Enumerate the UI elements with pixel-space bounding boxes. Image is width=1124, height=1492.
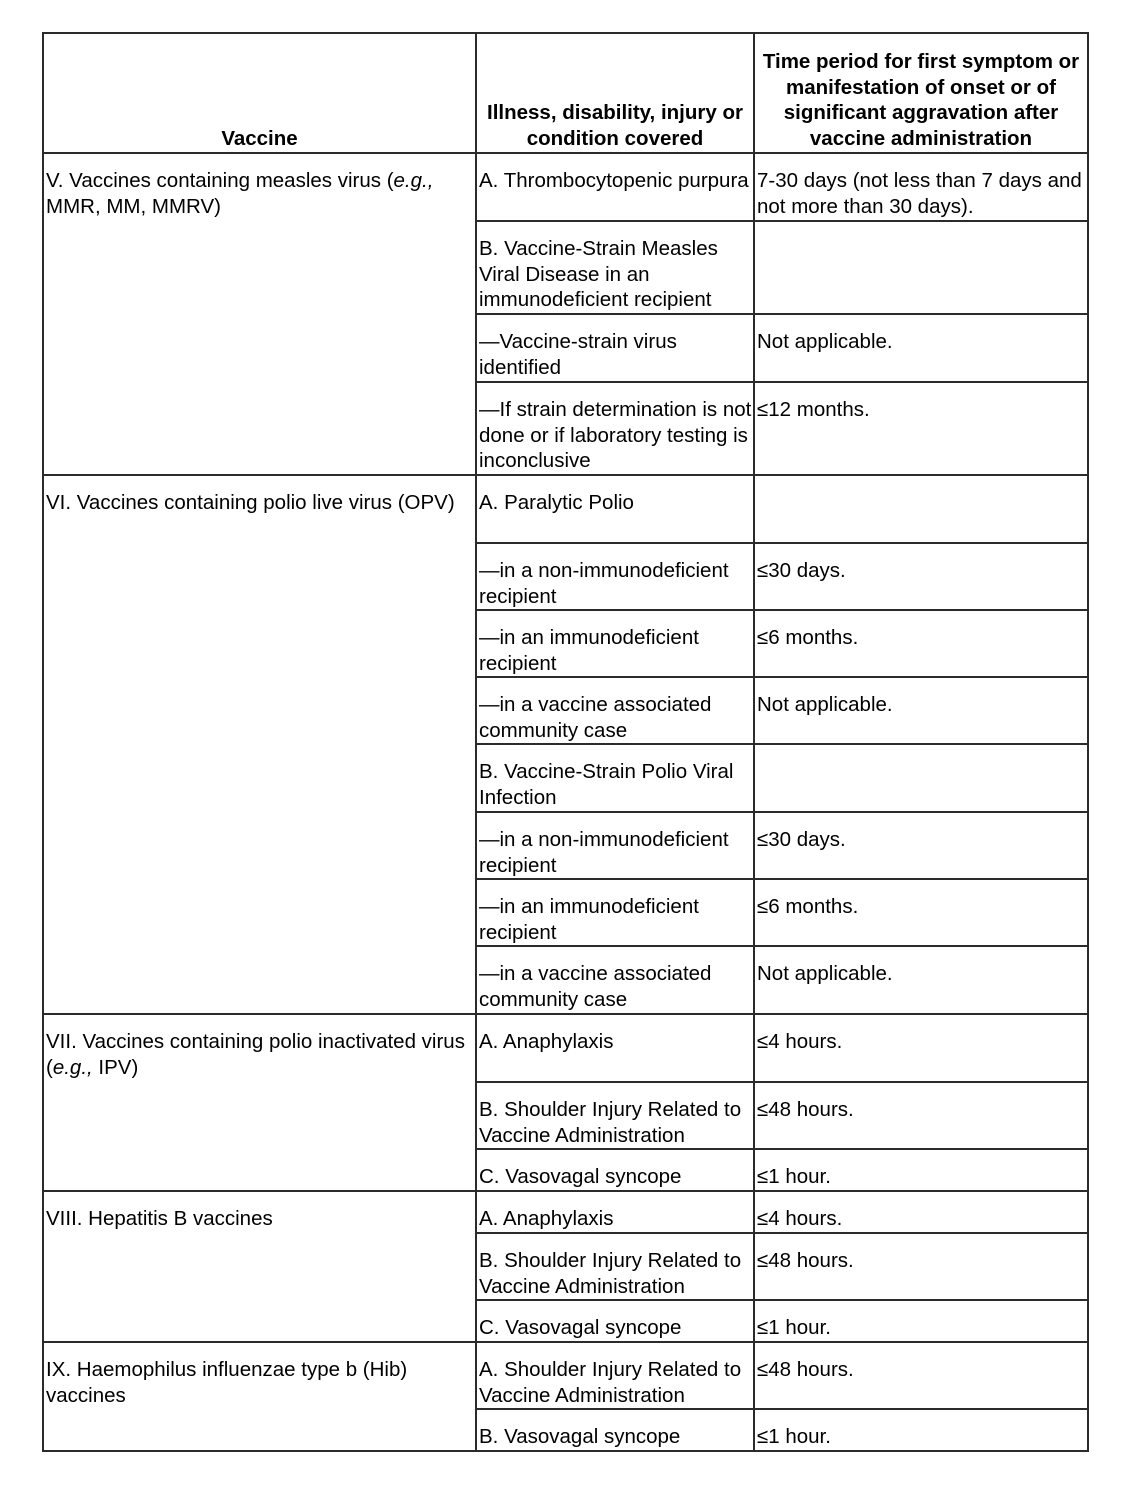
illness-cell [476, 1082, 754, 1149]
time-period-text: ≤6 months. [757, 895, 859, 918]
illness-text: A. Shoulder Injury Related to Vaccine Administration [479, 1358, 742, 1407]
vaccine-cell [43, 153, 476, 475]
illness-cell [476, 475, 754, 543]
time-period-text: Not applicable. [757, 962, 893, 985]
time-period-cell [754, 153, 1088, 221]
time-period-cell [754, 1014, 1088, 1082]
header-row [43, 33, 1088, 153]
time-period-cell [754, 879, 1088, 946]
time-period-cell [754, 1149, 1088, 1191]
illness-cell [476, 382, 754, 475]
header-illness: Illness, disability, injury or condition covered [476, 33, 754, 153]
time-period-text: ≤12 months. [757, 398, 870, 421]
vaccine-cell [43, 1014, 476, 1191]
illness-text: B. Shoulder Injury Related to Vaccine Administration [479, 1249, 742, 1298]
time-period-cell [754, 1233, 1088, 1300]
time-period-cell [754, 382, 1088, 475]
illness-cell [476, 1014, 754, 1082]
time-period-cell [754, 946, 1088, 1014]
illness-cell [476, 610, 754, 677]
time-period-cell [754, 610, 1088, 677]
time-period-text [757, 745, 1087, 759]
time-period-cell [754, 677, 1088, 744]
table-row [43, 475, 1088, 543]
illness-text: A. Anaphylaxis [479, 1030, 614, 1053]
illness-cell [476, 1191, 754, 1233]
illness-text: —in a vaccine associated community case [479, 693, 712, 742]
time-period-text: ≤48 hours. [757, 1249, 854, 1272]
illness-cell [476, 1233, 754, 1300]
illness-text: —If strain determination is not done or if laboratory testing is inconclusive [479, 398, 752, 472]
illness-text: —in an immunodeficient recipient [479, 626, 699, 675]
vaccine-cell [43, 475, 476, 1014]
time-period-text: Not applicable. [757, 693, 893, 716]
time-period-text: ≤4 hours. [757, 1030, 843, 1053]
time-period-cell [754, 744, 1088, 812]
table-row [43, 1342, 1088, 1409]
illness-text: —Vaccine-strain virus identified [479, 330, 677, 379]
illness-text: —in a non-immunodeficient recipient [479, 559, 729, 608]
illness-text: B. Vaccine-Strain Polio Viral Infection [479, 760, 734, 809]
illness-cell [476, 221, 754, 314]
time-period-text [757, 476, 1087, 490]
time-period-cell [754, 1191, 1088, 1233]
header-time-period: Time period for first symptom or manifestation of onset or of significant aggravation after vaccine administration [754, 33, 1088, 153]
header-vaccine: Vaccine [43, 33, 476, 153]
time-period-text: ≤30 days. [757, 828, 846, 851]
time-period-cell [754, 475, 1088, 543]
illness-text: C. Vasovagal syncope [479, 1165, 682, 1188]
time-period-text [757, 222, 1087, 236]
vaccine-cell [43, 1342, 476, 1451]
vaccine-cell [43, 1191, 476, 1342]
time-period-cell [754, 1342, 1088, 1409]
illness-text: B. Vasovagal syncope [479, 1425, 681, 1448]
illness-cell [476, 879, 754, 946]
illness-cell [476, 1409, 754, 1451]
time-period-text: ≤1 hour. [757, 1425, 831, 1448]
time-period-text: ≤1 hour. [757, 1316, 831, 1339]
illness-text: A. Thrombocytopenic purpura [479, 169, 749, 192]
time-period-text: ≤4 hours. [757, 1207, 843, 1230]
vaccine-text: V. Vaccines containing measles virus ( [46, 169, 394, 192]
vaccine-text: IX. Haemophilus influenzae type b (Hib) vaccines [46, 1358, 408, 1407]
illness-text: C. Vasovagal syncope [479, 1316, 682, 1339]
illness-cell [476, 1342, 754, 1409]
time-period-text: ≤30 days. [757, 559, 846, 582]
illness-text: B. Vaccine-Strain Measles Viral Disease in an immunodeficient recipient [479, 237, 718, 311]
time-period-cell [754, 314, 1088, 382]
illness-text: —in a vaccine associated community case [479, 962, 712, 1011]
time-period-cell [754, 1300, 1088, 1342]
time-period-text: ≤48 hours. [757, 1358, 854, 1381]
table-body [43, 153, 1088, 1451]
illness-cell [476, 1149, 754, 1191]
time-period-cell [754, 1409, 1088, 1451]
vaccine-text: VIII. Hepatitis B vaccines [46, 1207, 273, 1230]
time-period-cell [754, 221, 1088, 314]
illness-text: —in an immunodeficient recipient [479, 895, 699, 944]
time-period-cell [754, 1082, 1088, 1149]
illness-text: B. Shoulder Injury Related to Vaccine Administration [479, 1098, 742, 1147]
illness-cell [476, 744, 754, 812]
time-period-text: Not applicable. [757, 330, 893, 353]
vaccine-text: IPV) [92, 1055, 139, 1079]
table-row [43, 1191, 1088, 1233]
illness-cell [476, 314, 754, 382]
vaccine-text: e.g., [393, 169, 434, 192]
time-period-text: ≤6 months. [757, 626, 859, 649]
vaccine-text: MMR, MM, MMRV) [46, 194, 221, 218]
table-row [43, 1014, 1088, 1082]
vaccine-text: VII. Vaccines containing polio inactivated virus ( [46, 1030, 465, 1079]
time-period-cell [754, 812, 1088, 879]
illness-text: A. Anaphylaxis [479, 1207, 614, 1230]
time-period-text: 7-30 days (not less than 7 days and not more than 30 days). [757, 169, 1082, 218]
illness-cell [476, 812, 754, 879]
table-row [43, 153, 1088, 221]
illness-cell [476, 1300, 754, 1342]
time-period-text: ≤1 hour. [757, 1165, 831, 1188]
illness-cell [476, 543, 754, 610]
illness-cell [476, 153, 754, 221]
time-period-cell [754, 543, 1088, 610]
vaccine-injury-table [42, 32, 1089, 1452]
illness-text: A. Paralytic Polio [479, 491, 634, 514]
illness-cell [476, 946, 754, 1014]
illness-cell [476, 677, 754, 744]
illness-text: —in a non-immunodeficient recipient [479, 828, 729, 877]
vaccine-text: e.g., [52, 1055, 93, 1079]
time-period-text: ≤48 hours. [757, 1098, 854, 1121]
vaccine-text: VI. Vaccines containing polio live virus (OPV) [46, 491, 455, 514]
